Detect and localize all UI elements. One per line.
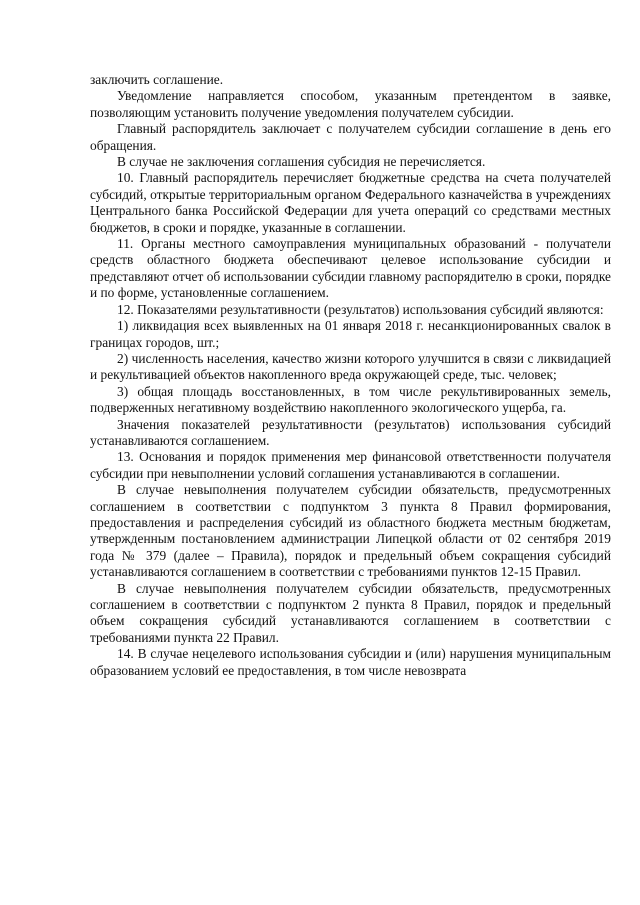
paragraph: В случае не заключения соглашения субсидия не перечисляется.	[117, 154, 486, 170]
paragraph: 3) общая площадь восстановленных, в том числе рекультивированных земель, подверженных негативному воздействию накопленного экологического ущерба, га.	[90, 383, 611, 416]
paragraph: заключить соглашение.	[90, 72, 224, 87]
paragraph: 10. Главный распорядитель перечисляет бюджетные средства на счета получателей субсидий, открытые территориальным органом Федерального казначейства в учреждениях Центрального банка Российской Федерации для учета операций со средствами местных бюджетов, в сроки и порядке, указанные в соглашении.	[90, 170, 611, 235]
paragraph: 1) ликвидация всех выявленных на 01 января 2018 г. несанкционированных свалок в границах городов, шт.;	[90, 318, 611, 350]
paragraph: Главный распорядитель заключает с получателем субсидии соглашение в день его обращения.	[90, 121, 611, 153]
paragraph: 14. В случае нецелевого использования субсидии и (или) нарушения муниципальным образованием условий ее предоставления, в том числе невозврата	[90, 646, 611, 678]
paragraph: Значения показателей результативности (результатов) использования субсидий устанавливаются соглашением.	[90, 416, 611, 448]
paragraph: В случае невыполнения получателем субсидии обязательств, предусмотренных соглашением в соответствии с подпунктом 3 пункта 8 Правил формирования, предоставления и распределения субсидий из областного бюджета местным бюджетам, утвержденным постановлением администрации Липецкой области от 02 сентября 2019 года № 379 (далее – Правила), порядок и предельный объем сокращения субсидий устанавливаются соглашением в соответствии с требованиями пунктов 12-15 Правил.	[90, 482, 611, 580]
paragraph: 2) численность населения, качество жизни которого улучшится в связи с ликвидацией и рекультивацией объектов накопленного вреда окружающей среде, тыс. человек;	[90, 350, 611, 383]
paragraph: 11. Органы местного самоуправления муниципальных образований - получатели средств областного бюджета обеспечивают целевое использование субсидии и представляют отчет об использовании субсидии главному распорядителю в сроки, порядке и по форме, установленные соглашением.	[90, 236, 611, 301]
document-page	[90, 72, 611, 679]
paragraph: В случае невыполнения получателем субсидии обязательств, предусмотренных соглашением в соответствии с подпунктом 2 пункта 8 Правил, порядок и предельный объем сокращения субсидий устанавливаются соглашением в соответствии с требованиями пункта 22 Правил.	[90, 580, 611, 645]
paragraph: Уведомление направляется способом, указанным претендентом в заявке, позволяющим установить получение уведомления получателем субсидии.	[90, 88, 611, 120]
paragraph: 12. Показателями результативности (результатов) использования субсидий являются:	[117, 301, 604, 317]
paragraph: 13. Основания и порядок применения мер финансовой ответственности получателя субсидии при невыполнении условий соглашения устанавливаются в соглашении.	[90, 449, 611, 481]
